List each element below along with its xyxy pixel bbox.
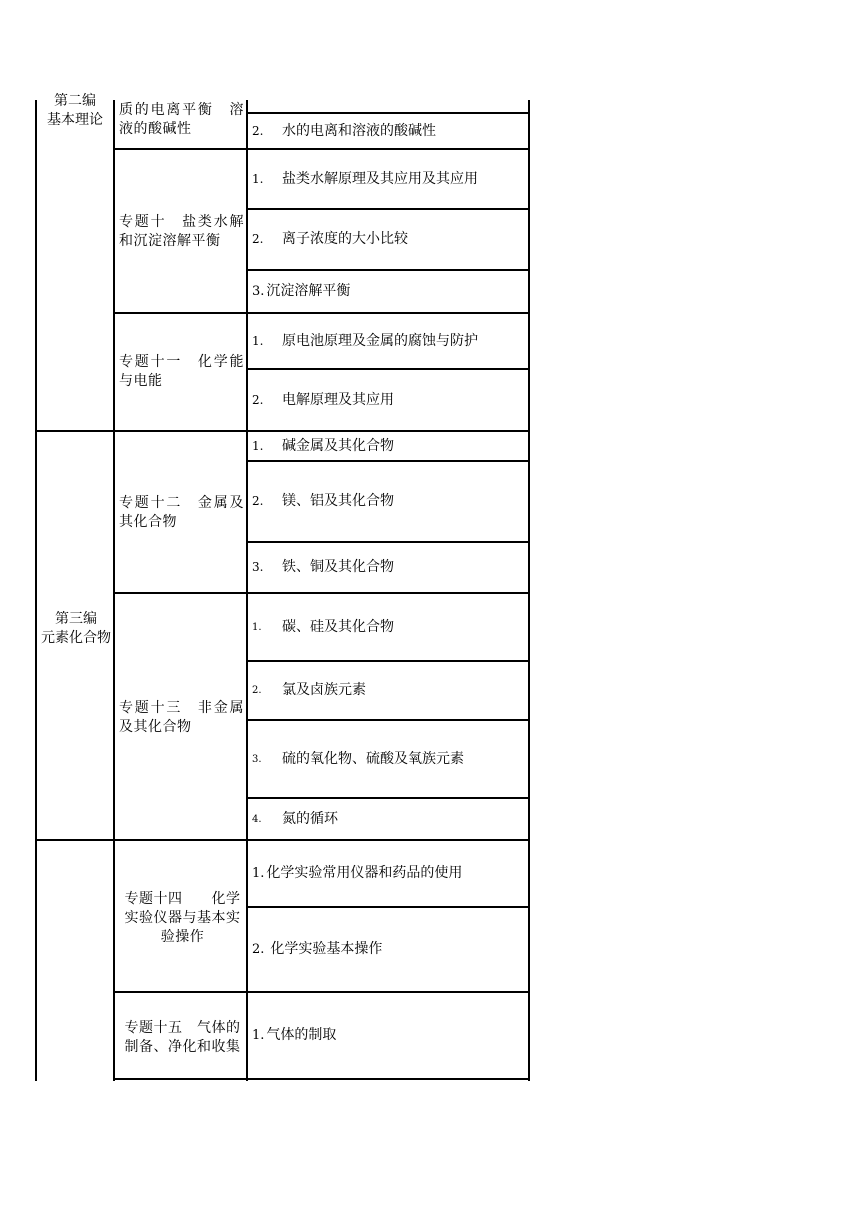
rule-right	[528, 100, 530, 1081]
item-number: 2.	[252, 685, 262, 696]
item-text: 离子浓度的大小比较	[282, 231, 408, 247]
item-text: 氯及卤族元素	[282, 682, 366, 698]
item-row	[248, 462, 528, 541]
topic-cell: 专题十 盐类水解和沉淀溶解平衡	[119, 214, 244, 249]
rule-topic-bottom	[113, 1078, 530, 1080]
item-number: 1.	[252, 333, 264, 348]
item-number: 2.	[252, 494, 264, 508]
item-text: 原电池原理及金属的腐蚀与防护	[282, 332, 478, 349]
item-row	[248, 721, 528, 797]
topic-cell: 专题十二 金属及其化合物	[119, 495, 244, 530]
item-text: 氮的循环	[282, 810, 338, 827]
item-row	[248, 271, 528, 312]
item-text: 水的电离和溶液的酸碱性	[282, 122, 436, 139]
item-number: 1.	[252, 171, 264, 186]
item-number: 3.	[252, 753, 262, 765]
item-row	[248, 150, 528, 208]
item-number: 3.	[252, 284, 265, 299]
topic-cell: 专题十三 非金属及其化合物	[119, 700, 244, 735]
item-number: 2.	[252, 392, 264, 407]
item-number: 4.	[252, 813, 262, 825]
item-number: 2.	[252, 123, 264, 138]
item-text: 碳、硅及其化合物	[282, 618, 394, 635]
item-number: 1.	[252, 438, 264, 453]
part-label	[37, 940, 113, 960]
item-number: 1.	[252, 1028, 265, 1043]
item-row	[248, 662, 528, 719]
item-row	[248, 210, 528, 269]
item-row	[248, 908, 528, 991]
topic-cell: 专题十四 化学实验仪器与基本实验操作	[124, 891, 241, 945]
item-row	[248, 370, 528, 430]
item-text: 化学实验常用仪器和药品的使用	[266, 865, 463, 881]
part-label: 第三编 元素化合物	[41, 611, 111, 646]
item-row	[248, 114, 528, 148]
item-row	[248, 594, 528, 660]
item-row	[248, 314, 528, 368]
item-text: 气体的制取	[266, 1027, 337, 1043]
item-row	[248, 799, 528, 839]
rule-left	[35, 100, 37, 1081]
topic-cell: 专题十一 化学能与电能	[119, 354, 244, 389]
item-text: 沉淀溶解平衡	[266, 283, 351, 299]
item-number: 2.	[252, 942, 265, 957]
topic-cell: 专题十五 气体的制备、净化和收集	[124, 1020, 241, 1055]
item-text: 盐类水解原理及其应用及其应用	[282, 170, 478, 187]
item-text: 电解原理及其应用	[282, 391, 394, 408]
part-label: 第二编 基本理论	[47, 93, 103, 128]
item-text: 镁、铝及其化合物	[282, 493, 394, 509]
item-row	[248, 993, 528, 1078]
item-text: 化学实验基本操作	[270, 941, 383, 957]
item-text: 铁、铜及其化合物	[282, 559, 394, 575]
topic-cell: 质的电离平衡 溶液的酸碱性	[119, 102, 244, 137]
item-number: 2.	[252, 232, 264, 246]
item-text: 碱金属及其化合物	[282, 437, 394, 454]
item-row	[248, 543, 528, 592]
item-row	[248, 432, 528, 460]
item-number: 3.	[252, 560, 264, 574]
item-number: 1.	[252, 866, 265, 881]
item-text: 硫的氧化物、硫酸及氧族元素	[282, 750, 464, 767]
item-row	[248, 841, 528, 906]
item-number: 1.	[252, 621, 262, 633]
